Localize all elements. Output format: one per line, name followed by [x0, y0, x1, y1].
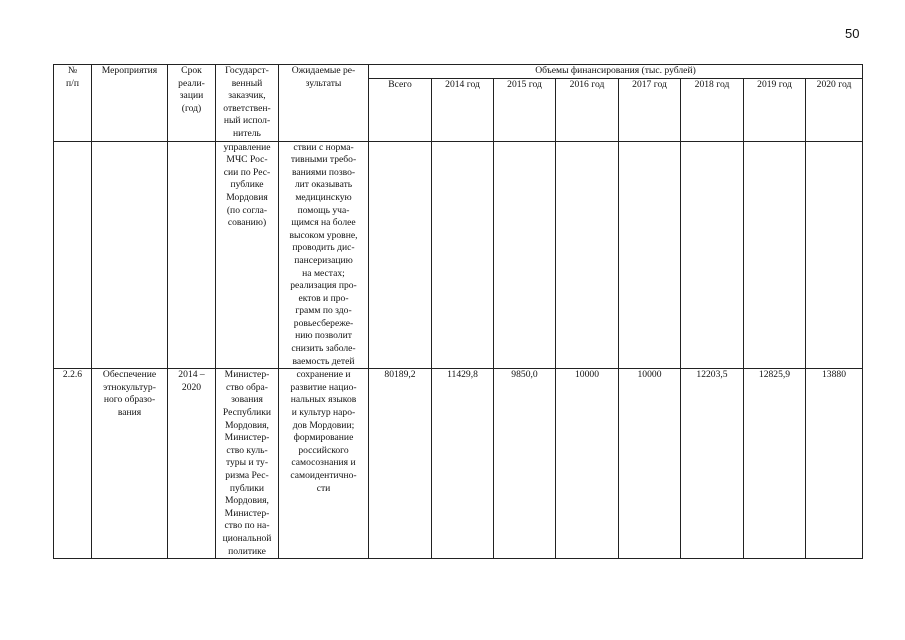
financing-table [53, 64, 863, 559]
row1-total [369, 141, 432, 369]
header-financing-group: Объемы финансирования (тыс. рублей) [369, 65, 863, 79]
header-year-2019: 2019 год [744, 79, 806, 141]
header-results: Ожидаемые ре- зультаты [279, 65, 369, 142]
header-year-2016: 2016 год [556, 79, 619, 141]
row2-event: Обеспечение этнокультур- ного образо- вания [92, 369, 168, 559]
row1-event [92, 141, 168, 369]
row2-2019: 12825,9 [744, 369, 806, 559]
header-row-top [54, 65, 863, 79]
page-number: 50 [845, 26, 860, 41]
header-customer: Государст- венный заказчик, ответствен- ный испол- нитель [216, 65, 279, 142]
row2-num: 2.2.6 [54, 369, 92, 559]
row2-2020: 13880 [806, 369, 863, 559]
row1-num [54, 141, 92, 369]
row1-results: ствии с норма- тивными требо- ваниями позво- лит оказывать медицинскую помощь уча- щимся на более высоком уровне, проводить дис- пансеризацию на местах; реализация про- ектов и про- грамм по здо- ровьесбереже- нию позволит снизить заболе- ваемость детей [279, 141, 369, 369]
header-year-2017: 2017 год [619, 79, 681, 141]
header-year-2015: 2015 год [494, 79, 556, 141]
header-event: Мероприятия [92, 65, 168, 142]
row2-total: 80189,2 [369, 369, 432, 559]
row2-2018: 12203,5 [681, 369, 744, 559]
header-num: № п/п [54, 65, 92, 142]
header-year-2018: 2018 год [681, 79, 744, 141]
row1-2016 [556, 141, 619, 369]
header-year-2014: 2014 год [432, 79, 494, 141]
row1-2015 [494, 141, 556, 369]
row2-customer: Министер- ство обра- зования Республики Мордовия, Министер- ство куль- туры и ту- ризма Рес- публики Мордовия, Министер- ство по на- циональной политике [216, 369, 279, 559]
table-row [54, 369, 863, 559]
row1-2019 [744, 141, 806, 369]
row1-2020 [806, 141, 863, 369]
row1-2017 [619, 141, 681, 369]
header-term: Срок реали- зации (год) [168, 65, 216, 142]
row2-2014: 11429,8 [432, 369, 494, 559]
header-total: Всего [369, 79, 432, 141]
row1-customer: управление МЧС Рос- сии по Рес- публике Мордовия (по согла- сованию) [216, 141, 279, 369]
row2-2015: 9850,0 [494, 369, 556, 559]
row2-results: сохранение и развитие нацио- нальных языков и культур наро- дов Мордовии; формирование российского самосознания и самоидентично- сти [279, 369, 369, 559]
row2-term: 2014 – 2020 [168, 369, 216, 559]
table-row [54, 141, 863, 369]
header-year-2020: 2020 год [806, 79, 863, 141]
row1-term [168, 141, 216, 369]
row1-2018 [681, 141, 744, 369]
row2-2016: 10000 [556, 369, 619, 559]
row2-2017: 10000 [619, 369, 681, 559]
row1-2014 [432, 141, 494, 369]
